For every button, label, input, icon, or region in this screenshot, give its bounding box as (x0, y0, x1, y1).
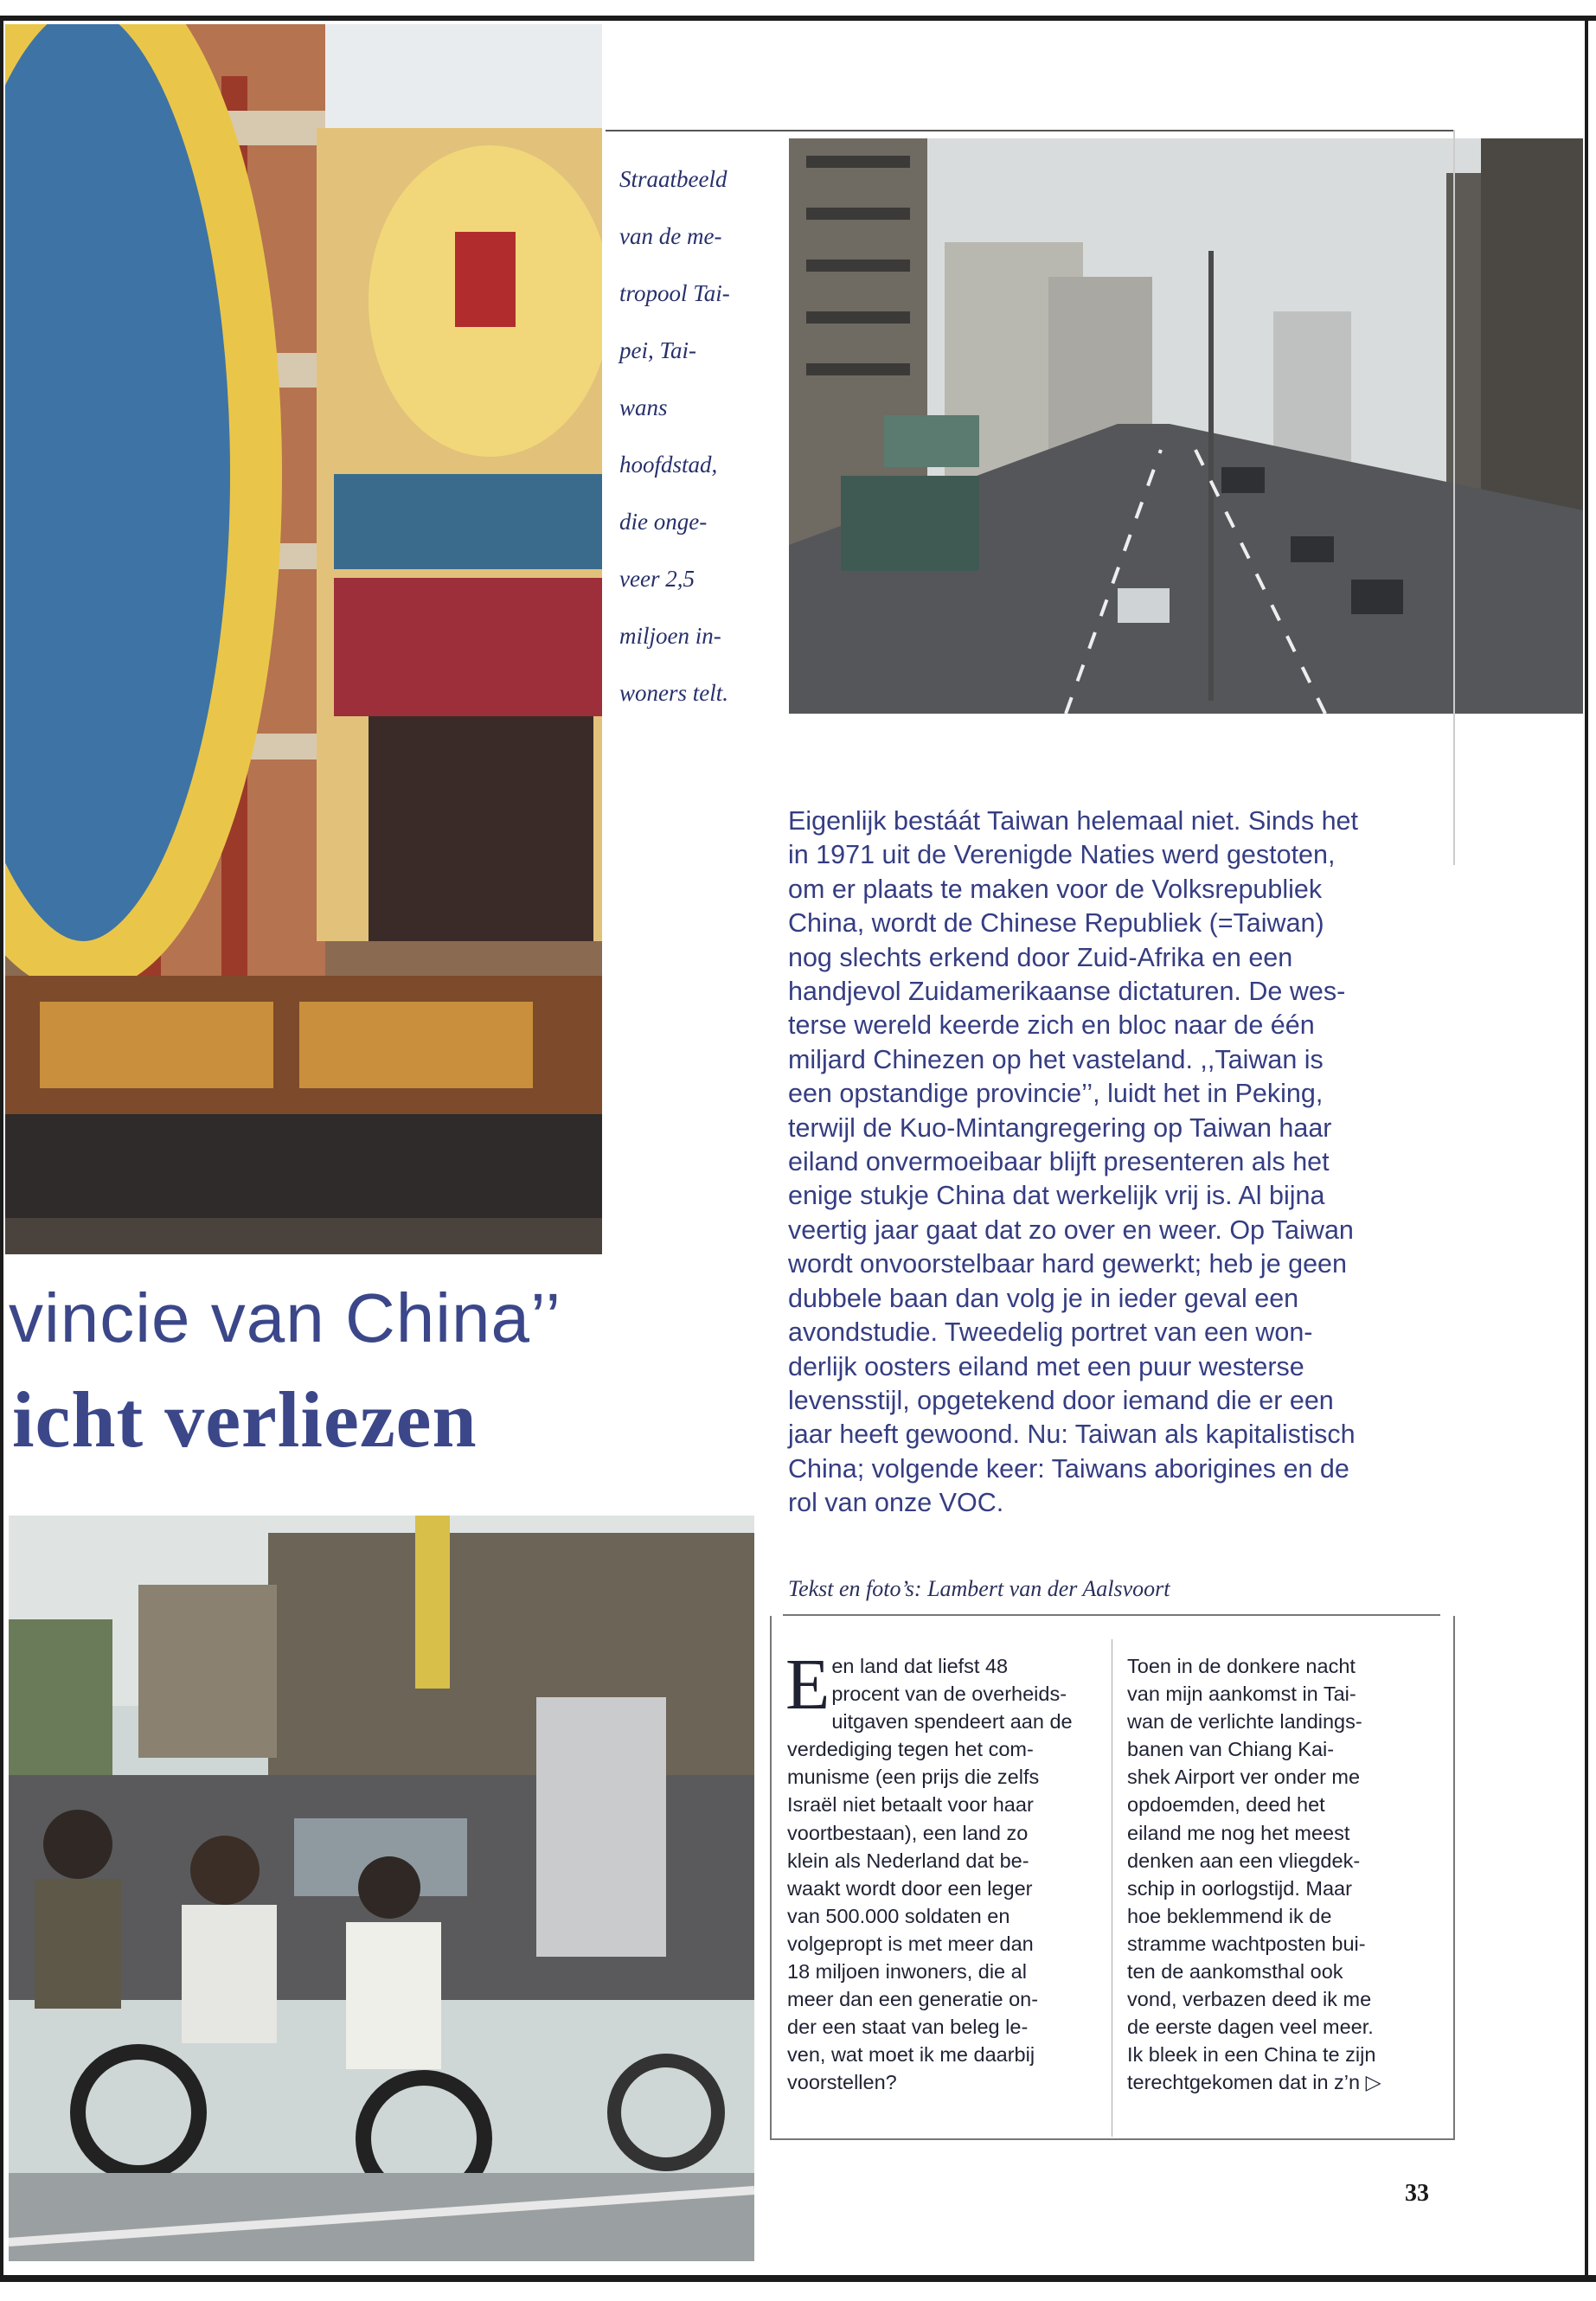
intro-line: jaar heeft gewoond. Nu: Taiwan als kapitalistisch (788, 1420, 1356, 1450)
photo-motorcyclists (9, 1516, 754, 2261)
body-line: uitgaven spendeert aan de (831, 1710, 1073, 1734)
body-line: munisme (een prijs die zelfs (787, 1766, 1040, 1789)
body-line: shek Airport ver onder me (1127, 1766, 1361, 1789)
body-line: volgepropt is met meer dan (787, 1932, 1034, 1955)
body-line: procent van de overheids- (831, 1682, 1067, 1706)
right-border-rule (1585, 16, 1588, 2278)
intro-line: handjevol Zuidamerikaanse dictaturen. De wes- (788, 977, 1346, 1007)
body-line: van 500.000 soldaten en (787, 1904, 1010, 1927)
photo-building-facade (5, 24, 602, 1254)
intro-line: China, wordt de Chinese Republiek (=Taiwan) (788, 908, 1324, 939)
intro-line: avondstudie. Tweedelig portret van een won- (788, 1317, 1313, 1348)
intro-line: levensstijl, opgetekend door iemand die er een (788, 1385, 1334, 1415)
body-column-2 (1127, 1652, 1447, 2097)
body-line: waakt wordt door een leger (787, 1876, 1033, 1900)
body-line: meer dan een generatie on- (787, 1988, 1039, 2011)
photo-caption (619, 137, 766, 736)
body-line: der een staat van beleg le- (787, 2016, 1029, 2039)
intro-line: nog slechts erkend door Zuid-Afrika en een (788, 942, 1293, 972)
body-line: Toen in de donkere nacht (1127, 1655, 1356, 1677)
body-line: stramme wachtposten bui- (1127, 1932, 1366, 1955)
body-line: hoe beklemmend ik de (1127, 1904, 1332, 1927)
caption-line: van de me- (619, 223, 722, 249)
body-line: ven, wat moet ik me daarbij (787, 2043, 1035, 2067)
caption-line: veer 2,5 (619, 566, 695, 592)
caption-line: hoofdstad, (619, 452, 718, 478)
intro-line: wordt onvoorstelbaar hard gewerkt; heb je geen (788, 1249, 1347, 1279)
intro-line: Eigenlijk bestáát Taiwan helemaal niet. Sinds het (788, 806, 1358, 836)
body-line: eiland me nog het meest (1127, 1821, 1350, 1844)
body-line: van mijn aankomst in Tai- (1127, 1682, 1356, 1706)
body-line: wan de verlichte landings- (1127, 1710, 1362, 1734)
top-border-rule (0, 16, 1596, 21)
intro-paragraph (788, 804, 1445, 1521)
caption-line: pei, Tai- (619, 337, 697, 363)
intro-line: dubbele baan dan volg je in ieder geval een (788, 1283, 1299, 1313)
body-line: Ik bleek in een China te zijn (1127, 2043, 1376, 2067)
page-number: 33 (1405, 2180, 1429, 2207)
body-frame-left (770, 1616, 772, 2139)
intro-line: enige stukje China dat werkelijk vrij is. Al bijna (788, 1181, 1325, 1211)
body-line: klein als Nederland dat be- (787, 1849, 1029, 1872)
intro-line: China; volgende keer: Taiwans aborigines en de (788, 1453, 1349, 1484)
left-border-rule (0, 16, 3, 2278)
photo-taipei-street (789, 138, 1583, 714)
bottom-border-rule (0, 2275, 1596, 2282)
intro-line: in 1971 uit de Verenigde Naties werd gestoten, (788, 840, 1336, 870)
photo-text-credit: Tekst en foto’s: Lambert van der Aalsvoort (788, 1576, 1170, 1601)
caption-line: Straatbeeld (619, 166, 727, 192)
intro-line: miljard Chinezen op het vasteland. ,,Taiwan is (788, 1044, 1324, 1074)
dropcap-letter: E (785, 1644, 830, 1725)
body-line: 18 miljoen inwoners, die al (787, 1960, 1027, 1984)
intro-line: eiland onvermoeibaar blijft presenteren als het (788, 1147, 1330, 1177)
credit-rule (783, 1614, 1440, 1616)
headline-line-1: vincie van China’’ (9, 1279, 562, 1356)
intro-line: een opstandige provincie’’, luidt het in Peking, (788, 1079, 1324, 1109)
body-line: terechtgekomen dat in z’n ▷ (1127, 2071, 1381, 2094)
body-line: vond, verbazen deed ik me (1127, 1988, 1372, 2011)
caption-line: miljoen in- (619, 623, 721, 649)
body-line: ten de aankomsthal ook (1127, 1960, 1343, 1984)
caption-hairline (606, 130, 1453, 131)
body-line: opdoemden, deed het (1127, 1793, 1325, 1817)
column-divider (1453, 130, 1455, 865)
body-line: de eerste dagen veel meer. (1127, 2016, 1374, 2039)
intro-line: rol van onze VOC. (788, 1488, 1004, 1518)
headline-line-2: icht verliezen (12, 1375, 478, 1464)
caption-line: tropool Tai- (619, 280, 730, 306)
body-line: voortbestaan), een land zo (787, 1821, 1029, 1844)
intro-line: om er plaats te maken voor de Volksrepubliek (788, 874, 1323, 904)
body-line: verdediging tegen het com- (787, 1738, 1034, 1761)
intro-line: terwijl de Kuo-Mintangregering op Taiwan haar (788, 1112, 1332, 1143)
intro-line: derlijk oosters eiland met een puur westerse (788, 1351, 1304, 1381)
intro-line: terse wereld keerde zich en bloc naar de één (788, 1010, 1315, 1041)
caption-line: die onge- (619, 509, 708, 535)
caption-line: woners telt. (619, 680, 728, 706)
body-line: schip in oorlogstijd. Maar (1127, 1876, 1352, 1900)
body-line: banen van Chiang Kai- (1127, 1738, 1335, 1761)
body-frame-right (1453, 1616, 1455, 2140)
body-column-1 (785, 1644, 1107, 2097)
intro-line: veertig jaar gaat dat zo over en weer. Op Taiwan (788, 1215, 1354, 1245)
body-line: denken aan een vliegdek- (1127, 1849, 1361, 1872)
body-frame-bottom (770, 2138, 1453, 2140)
body-line: Israël niet betaalt voor haar (787, 1793, 1034, 1817)
body-line: en land dat liefst 48 (831, 1655, 1009, 1677)
caption-line: wans (619, 394, 668, 420)
body-line: voorstellen? (787, 2071, 897, 2094)
